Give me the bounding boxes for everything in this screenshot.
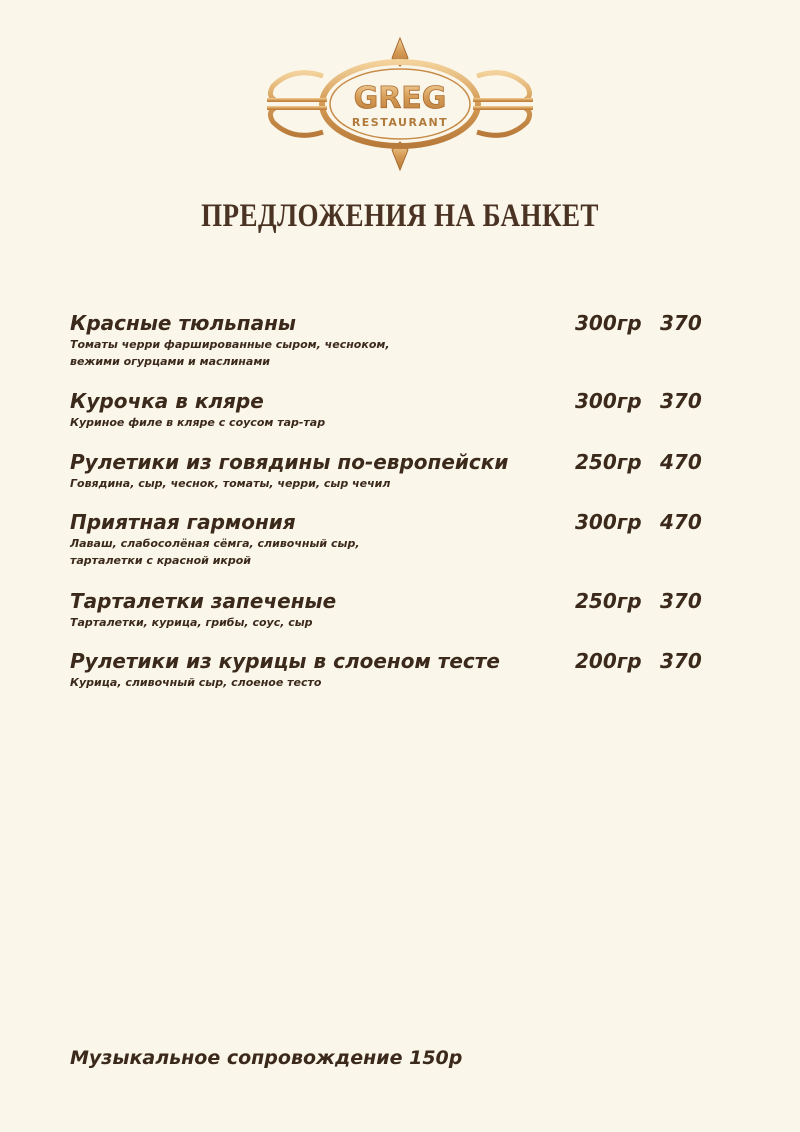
item-weight: 200гр (575, 649, 642, 673)
item-description: Куриное филе в кляре с соусом тар-тар (70, 416, 326, 429)
menu-item (70, 509, 710, 569)
item-weight: 250гр (575, 450, 642, 474)
item-weight: 300гр (575, 389, 642, 413)
item-price: 470 (660, 450, 702, 474)
item-weight: 300гр (575, 510, 642, 534)
item-name: Рулетики из курицы в слоеном тесте (70, 649, 500, 673)
item-name: Красные тюльпаны (70, 311, 296, 335)
item-price: 370 (660, 589, 702, 613)
menu-item (70, 449, 710, 492)
restaurant-logo (263, 36, 537, 172)
item-price: 470 (660, 510, 702, 534)
item-name: Курочка в кляре (70, 389, 264, 413)
menu-item (70, 648, 710, 691)
item-description: Тарталетки, курица, грибы, соус, сыр (70, 616, 313, 629)
menu-item (70, 588, 710, 631)
item-name: Приятная гармония (70, 510, 296, 534)
item-description: Томаты черри фаршированные сыром, чесноком, вежими огурцами и маслинами (70, 338, 390, 368)
item-weight: 300гр (575, 311, 642, 335)
item-price: 370 (660, 649, 702, 673)
item-name: Тарталетки запеченые (70, 589, 337, 613)
item-description: Лаваш, слабосолёная сёмга, сливочный сыр, тарталетки с красной икрой (70, 537, 360, 567)
page-title: ПРЕДЛОЖЕНИЯ НА БАНКЕТ (201, 198, 599, 234)
logo-subtitle: RESTAURANT (351, 116, 449, 129)
menu-item (70, 388, 710, 431)
item-price: 370 (660, 311, 702, 335)
item-name: Рулетики из говядины по-европейски (70, 450, 509, 474)
menu-item (70, 310, 710, 370)
music-note: Музыкальное сопровождение 150р (70, 1047, 463, 1069)
item-description: Говядина, сыр, чеснок, томаты, черри, сыр чечил (70, 477, 391, 490)
item-description: Курица, сливочный сыр, слоеное тесто (70, 676, 322, 689)
item-price: 370 (660, 389, 702, 413)
item-weight: 250гр (575, 589, 642, 613)
logo-name: GREG (353, 81, 447, 116)
